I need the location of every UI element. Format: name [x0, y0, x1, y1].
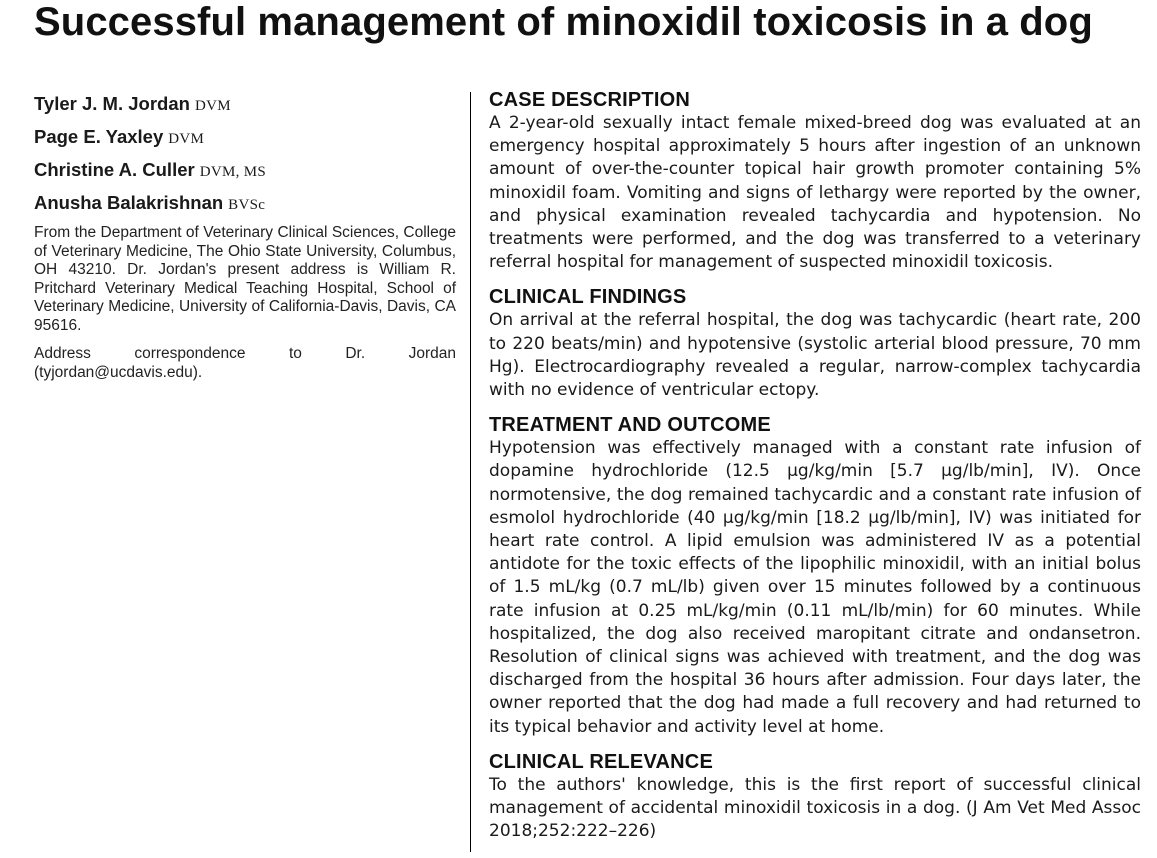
section-heading: CASE DESCRIPTION — [489, 89, 691, 111]
author-name: Anusha Balakrishnan — [34, 192, 224, 213]
author-name: Page E. Yaxley — [34, 126, 164, 147]
author-entry — [34, 191, 456, 214]
section-treatment-and-outcome — [489, 414, 1141, 739]
author-name: Christine A. Culler — [34, 159, 195, 180]
section-heading: TREATMENT AND OUTCOME — [489, 414, 771, 437]
author-credentials: BVSc — [228, 197, 266, 213]
correspondence-text: Address correspondence to Dr. Jordan (tyjordan@ucdavis.edu). — [34, 345, 456, 381]
section-text: A 2-year-old sexually intact female mixed-breed dog was evaluated at an emergency hospital approximately 5 hours after ingestion of an unknown amount of over-the-counter topical hair growth promoter containing 5% minoxidil foam. Vomiting and signs of lethargy were reported by the owner, and physical examination revealed tachycardia and hypotension. No treatments were performed, and the dog was transferred to a veterinary referral hospital for management of suspected minoxidil toxicosis. — [489, 113, 1141, 273]
author-credentials: DVM — [194, 98, 231, 114]
article-title: Successful management of minoxidil toxicosis in a dog — [34, 0, 1093, 44]
author-entry — [34, 92, 456, 115]
section-text: To the authors' knowledge, this is the first report of successful clinical management of accidental minoxidil toxicosis in a dog. (J Am Vet Med Assoc 2018;252:222–226) — [489, 774, 1141, 841]
section-text: Hypotension was effectively managed with a constant rate infusion of dopamine hydrochloride (12.5 µg/kg/min [5.7 µg/lb/min], IV). Once normotensive, the dog remained tachycardic and a constant rate infusion of esmolol hydrochloride (40 µg/kg/min [18.2 µg/lb/min], IV) was initiated for heart rate control. A lipid emulsion was administered IV as a potential antidote for the toxic effects of the lipophilic minoxidil, with an initial bolus of 1.5 mL/kg (0.7 mL/lb) given over 15 minutes followed by a continuous rate infusion at 0.25 mL/kg/min (0.11 mL/lb/min) for 60 minutes. While hospitalized, the dog also received maropitant citrate and ondansetron. Resolution of clinical signs was achieved with treatment, and the dog was discharged from the hospital 36 hours after admission. Four days later, the owner reported that the dog had made a full recovery and had returned to its typical behavior and activity level at home. — [489, 438, 1141, 737]
section-text: On arrival at the referral hospital, the dog was tachycardic (heart rate, 200 to 220 beats/min) and hypotensive (systolic arterial blood pressure, 70 mm Hg). Electrocardiography revealed a regular, narrow-complex tachycardia with no evidence of ventricular ectopy. — [489, 310, 1141, 401]
author-name: Tyler J. M. Jordan — [34, 93, 190, 114]
author-entry — [34, 125, 456, 148]
column-divider — [470, 92, 471, 852]
abstract-column — [489, 89, 1141, 855]
author-credentials: DVM — [168, 131, 205, 147]
section-clinical-findings — [489, 286, 1141, 402]
section-heading: CLINICAL RELEVANCE — [489, 750, 713, 773]
affiliation-text: From the Department of Veterinary Clinical Sciences, College of Veterinary Medicine, The Ohio State University, Columbus, OH 43210. Dr. Jordan's present address is William R. Pritchard Veterinary Medical Teaching Hospital, School of Veterinary Medicine, University of California-Davis, Davis, CA 95616. — [34, 224, 456, 334]
author-column — [34, 92, 456, 382]
author-credentials: DVM, MS — [199, 164, 266, 180]
section-heading: CLINICAL FINDINGS — [489, 286, 687, 309]
author-entry — [34, 158, 456, 181]
section-clinical-relevance — [489, 751, 1141, 843]
section-case-description — [489, 89, 1141, 274]
